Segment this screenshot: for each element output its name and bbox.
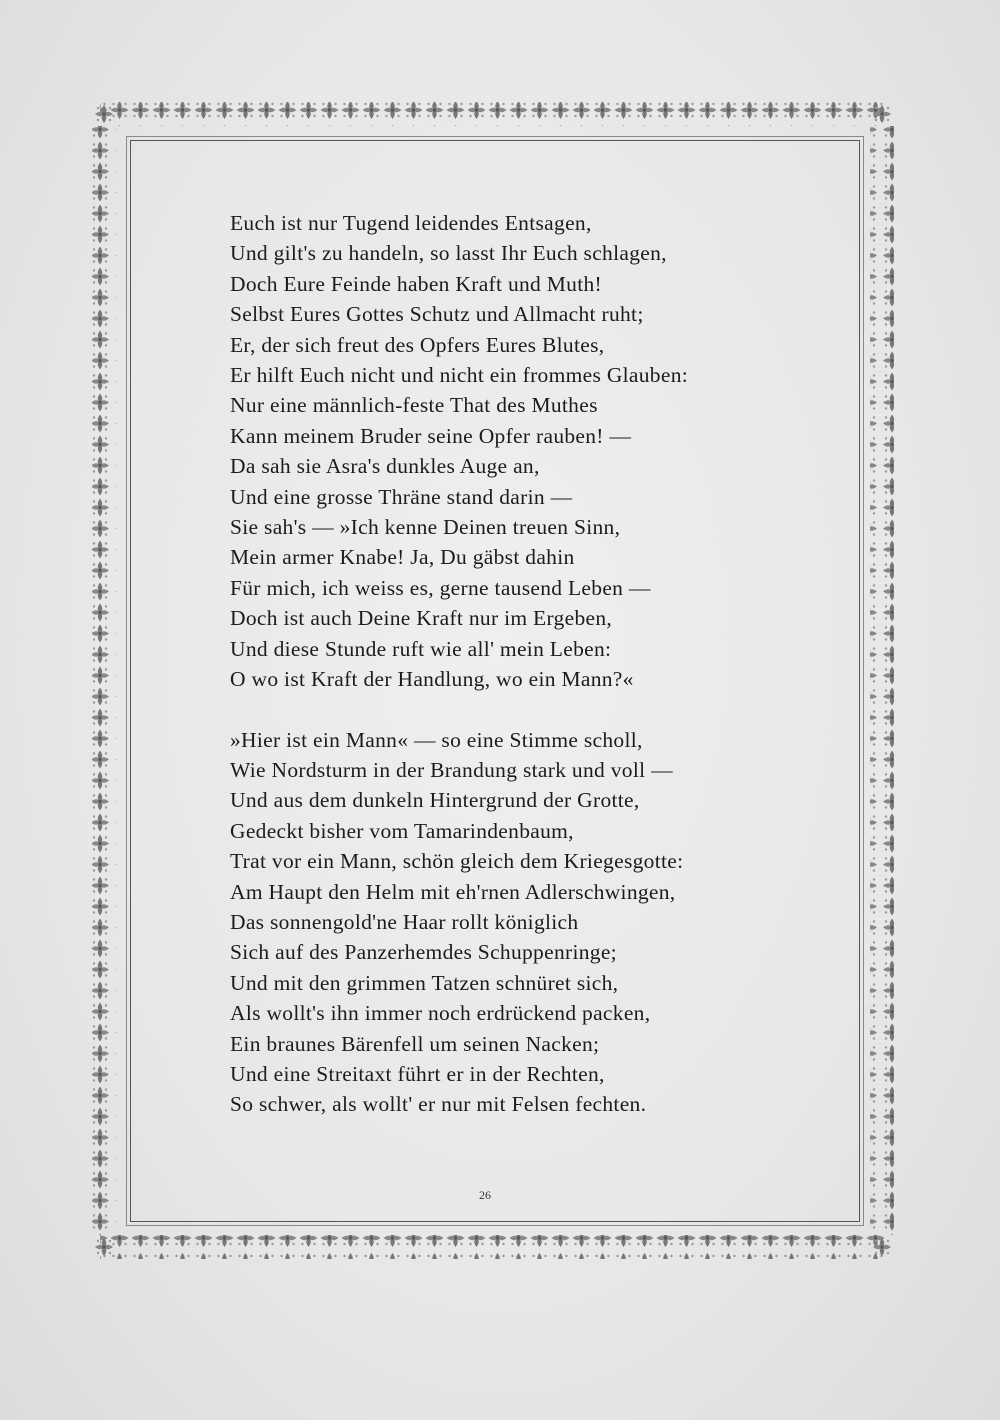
stanza-2: [230, 725, 790, 1120]
poem-line: Gedeckt bisher vom Tamarindenbaum,: [230, 818, 574, 843]
poem-line: O wo ist Kraft der Handlung, wo ein Mann?«: [230, 667, 634, 692]
poem-line: Für mich, ich weiss es, gerne tausend Leben —: [230, 575, 651, 600]
poem-line: »Hier ist ein Mann« — so eine Stimme scholl,: [230, 727, 643, 752]
poem-line: Da sah sie Asra's dunkles Auge an,: [230, 454, 540, 479]
poem-line: Sie sah's — »Ich kenne Deinen treuen Sinn,: [230, 515, 621, 540]
poem-line: Wie Nordsturm in der Brandung stark und voll —: [230, 757, 673, 782]
poem-line: Doch ist auch Deine Kraft nur im Ergeben,: [230, 606, 613, 631]
poem-line: Selbst Eures Gottes Schutz und Allmacht ruht;: [230, 302, 644, 327]
poem-line: Und gilt's zu handeln, so lasst Ihr Euch schlagen,: [230, 241, 667, 266]
poem-line: Und diese Stunde ruft wie all' mein Leben:: [230, 636, 612, 661]
poem-line: So schwer, als wollt' er nur mit Felsen fechten.: [230, 1092, 647, 1117]
poem-line: Und eine Streitaxt führt er in der Rechten,: [230, 1061, 605, 1086]
stanza-1: [230, 208, 790, 695]
poem-line: Und aus dem dunkeln Hintergrund der Grotte,: [230, 788, 640, 813]
poem-line: Euch ist nur Tugend leidendes Entsagen,: [230, 211, 592, 235]
poem-line: Er hilft Euch nicht und nicht ein frommes Glauben:: [230, 363, 689, 388]
poem-line: Und mit den grimmen Tatzen schnüret sich,: [230, 970, 619, 995]
poem-line: Sich auf des Panzerhemdes Schuppenringe;: [230, 940, 617, 965]
poem-line: Mein armer Knabe! Ja, Du gäbst dahin: [230, 545, 575, 570]
poem-line: Ein braunes Bärenfell um seinen Nacken;: [230, 1031, 600, 1056]
poem-line: Er, der sich freut des Opfers Eures Blutes,: [230, 332, 605, 357]
poem-line: Am Haupt den Helm mit eh'rnen Adlerschwingen,: [230, 879, 676, 904]
poem-text: [230, 208, 790, 1120]
poem-line: Trat vor ein Mann, schön gleich dem Kriegesgotte:: [230, 849, 684, 874]
page-number: 26: [479, 1188, 491, 1202]
poem-line: Kann meinem Bruder seine Opfer rauben! —: [230, 423, 632, 448]
poem-line: Nur eine männlich-feste That des Muthes: [230, 393, 598, 418]
poem-line: Als wollt's ihn immer noch erdrückend packen,: [230, 1001, 651, 1026]
poem-line: Das sonnengold'ne Haar rollt königlich: [230, 909, 579, 934]
poem-line: Und eine grosse Thräne stand darin —: [230, 484, 573, 509]
poem-line: Doch Eure Feinde haben Kraft und Muth!: [230, 271, 603, 296]
